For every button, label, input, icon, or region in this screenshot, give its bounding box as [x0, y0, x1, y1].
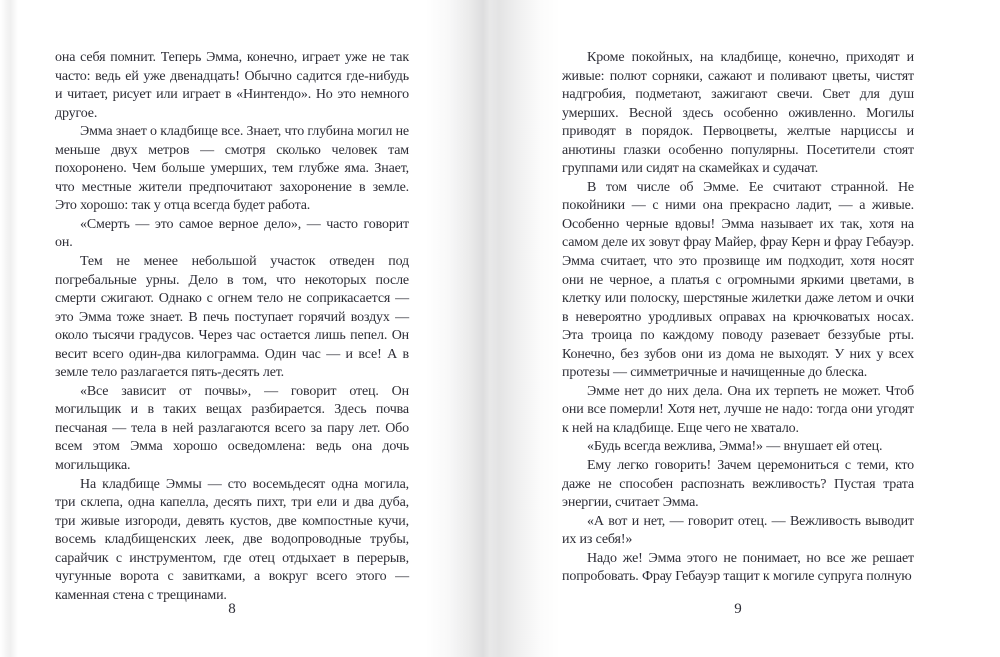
page-number-left: 8 — [228, 601, 236, 617]
paragraph: «А вот и нет, — говорит отец. — Вежливость выводит их из себя!» — [562, 513, 914, 548]
paragraph: она себя помнит. Теперь Эмма, конечно, играет уже не так часто: ведь ей уже двенадцать! Обычно садится где-нибудь и читает, рисует или играет в «Нинтендо». Но это немного другое. — [55, 50, 409, 121]
paragraph: Надо же! Эмма этого не понимает, но все же решает попробовать. Фрау Гебауэр тащит к могиле супруга полную — [562, 550, 914, 585]
paragraph: На кладбище Эммы — сто восемьдесят одна могила, три склепа, одна капелла, десять пихт, три ели и два дуба, три живые изгороди, девять кустов, две компостные кучи, восемь кладбищенских леек, две водопроводные трубы, сарайчик с инструментом, где отец отдыхает в перерыв, чугунные ворота с завитками, а вокруг всего этого — каменная стена с трещинами. — [55, 476, 409, 603]
paragraph: Ему легко говорить! Зачем церемониться с теми, кто даже не способен распознать вежливость? Пустая трата энергии, считает Эмма. — [562, 458, 914, 511]
paragraph: Эмме нет до них дела. Она их терпеть не может. Чтоб они все померли! Хотя нет, лучше не надо: тогда они угодят к ней на кладбище. Еще чего не хватало. — [562, 383, 914, 436]
paragraph: В том числе об Эмме. Ее считают странной. Не покойники — с ними она прекрасно ладит, — а живые. Особенно черные вдовы! Эмма называет их так, хотя на самом деле их зовут фрау Майер, фрау Керн и фрау Гебауэр. Эмма считает, что это прозвище им подходит, хотя носят они не черное, а платья с огромными яркими цветами, в клетку или полоску, шерстяные жилетки даже летом и очки в невероятно уродливых оправах на крючковатых носах. Эта троица по каждому поводу разевает беззубые рты. Конечно, без зубов они из дома не выходят. У них у всех протезы — симметричные и начищенные до блеска. — [562, 179, 914, 381]
right-page-text — [562, 49, 914, 587]
left-page-text — [55, 49, 409, 605]
paragraph: Кроме покойных, на кладбище, конечно, приходят и живые: полют сорняки, сажают и поливают цветы, чистят надгробия, подметают, зажигают свечи. Свет для душ умерших. Весной здесь особенно оживленно. Могилы приводят в порядок. Первоцветы, желтые нарциссы и анютины глазки особенно популярны. Посетители стоят группами или сидят на скамейках и судачат. — [562, 50, 914, 177]
paragraph: Эмма знает о кладбище все. Знает, что глубина могил не меньше двух метров — смотря сколько человек там похоронено. Чем больше умерших, тем глубже яма. Знает, что местные жители предпочитают захоронение в земле. Это хорошо: так у отца всегда будет работа. — [55, 124, 409, 214]
paragraph: «Все зависит от почвы», — говорит отец. Он могильщик и в таких вещах разбирается. Здесь почва песчаная — тела в ней разлагаются всего за пару лет. Обо всем этом Эмма хорошо осведомлена: ведь она дочь могильщика. — [55, 383, 409, 474]
right-page — [530, 0, 1000, 657]
paragraph: «Смерть — это самое верное дело», — часто говорит он. — [55, 216, 409, 251]
paragraph: «Будь всегда вежлива, Эмма!» — внушает ей отец. — [587, 439, 883, 455]
page-number-right: 9 — [734, 601, 742, 617]
left-page — [0, 0, 470, 657]
paragraph: Тем не менее небольшой участок отведен под погребальные урны. Дело в том, что некоторых после смерти сжигают. Однако с огнем тело не соприкасается — это Эмма тоже знает. В печь поступает горячий воздух — около тысячи градусов. Через час остается лишь пепел. Он весит всего один-два килограмма. Один час — и все! А в земле тело разлагается пять-десять лет. — [55, 254, 409, 381]
